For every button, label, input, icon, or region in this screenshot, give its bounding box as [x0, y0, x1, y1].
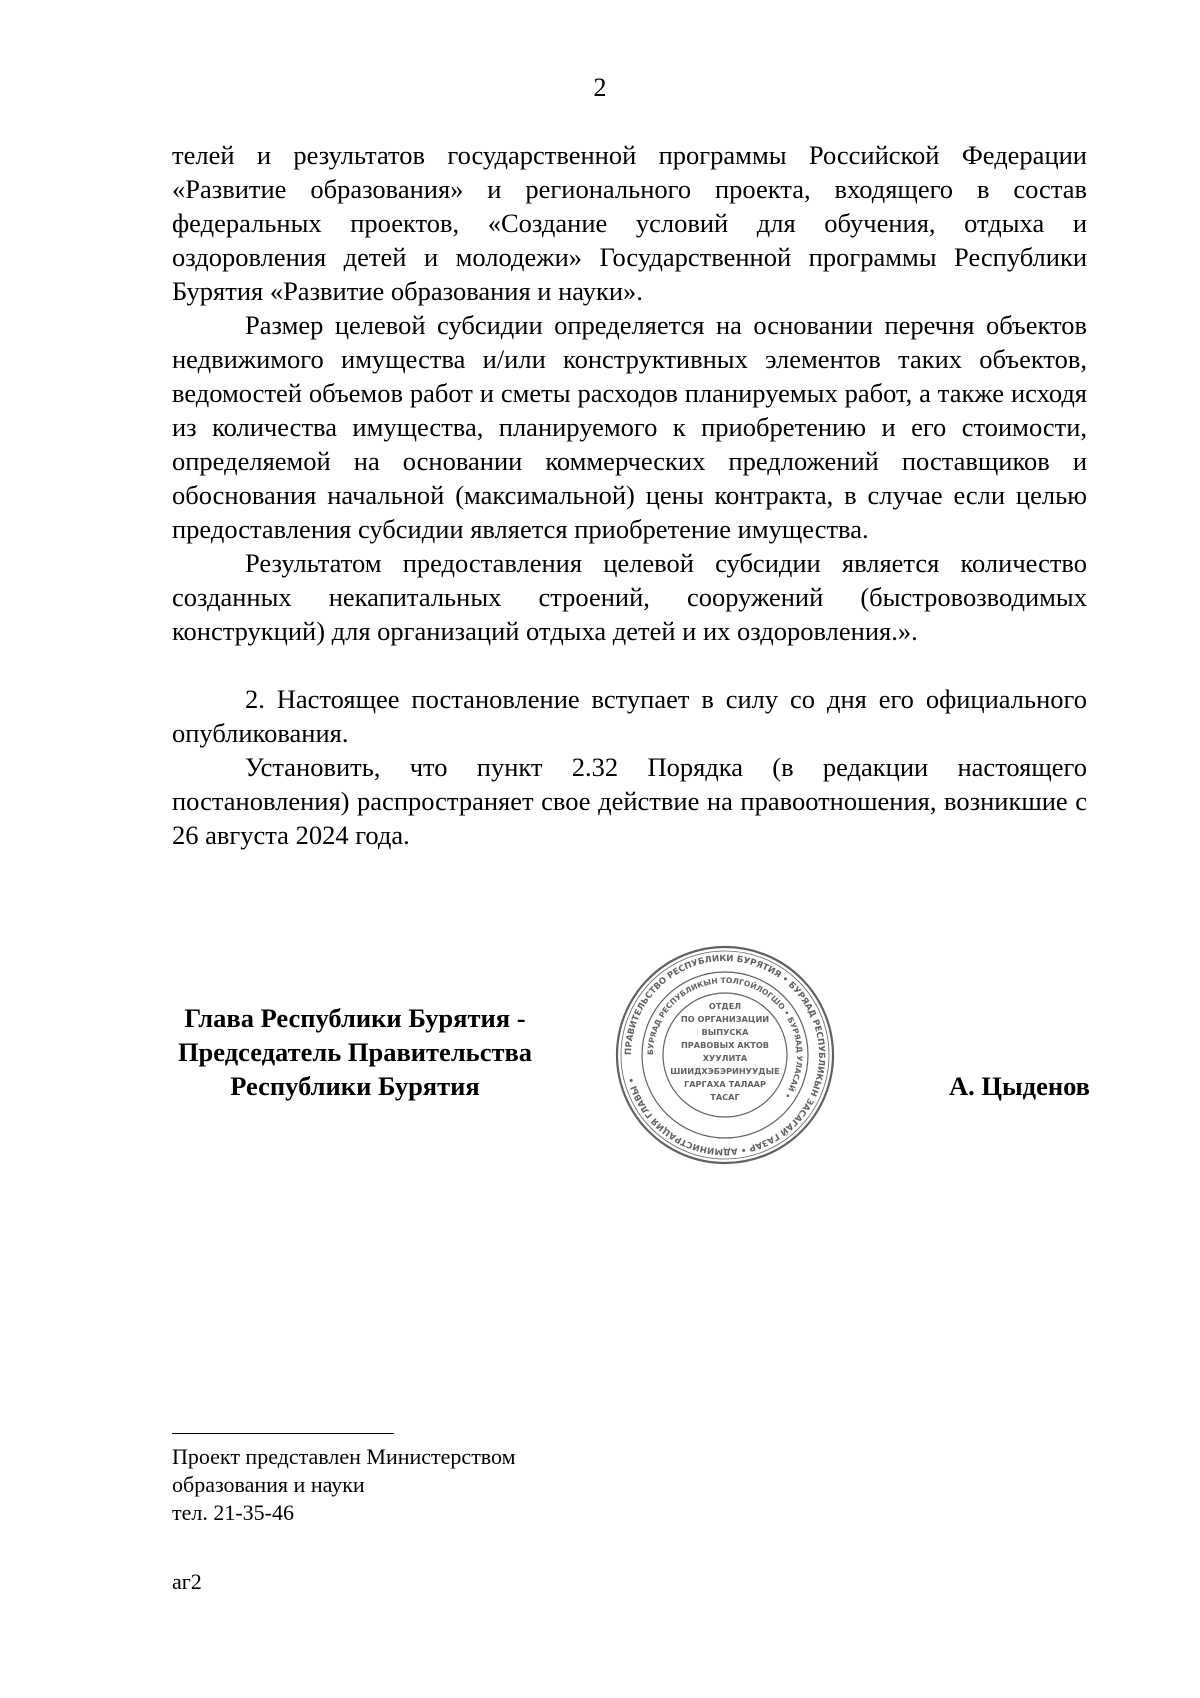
seal-center-line: ВЫПУСКА [701, 1027, 749, 1037]
seal-center-line: ГАРГАХА ТАЛААР [683, 1079, 767, 1089]
signatory-name: А. Цыденов [948, 1071, 1090, 1101]
seal-center-text [670, 1001, 779, 1102]
seal-inner-text: БУРЯАД РЕСПУБЛИКЫН ТОЛГОЙЛОГШО • БУРЯАД УЛАСАЙ • [645, 975, 805, 1101]
paragraph-subsidy-size: Размер целевой субсидии определяется на основании перечня объектов недвижимого имущества и/или конструктивных элементов таких объектов, ведомостей объемов работ и сметы расходов планируемых работ, а также исходя из количества имущества, планируемого к приобретению и его стоимости, определяемой на основании коммерческих предложений поставщиков и обоснования начальной (максимальной) цены контракта, в случае если целью предоставления субсидии является приобретение имущества. [172, 310, 1087, 544]
footnote-divider [172, 1433, 394, 1434]
footnote-line: образования и науки [172, 1472, 365, 1497]
footnote-line: тел. 21-35-46 [172, 1500, 295, 1525]
seal-center-line: ПРАВОВЫХ АКТОВ [680, 1040, 770, 1050]
document-code: аг2 [172, 1569, 202, 1594]
paragraph-continuation: телей и результатов государственной программы Российской Федерации «Развитие образования» и регионального проекта, входящего в состав федеральных проектов, «Создание условий для обучения, отдыха и оздоровления детей и молодежи» Государственной программы Республики Бурятия «Развитие образования и науки». [172, 140, 1087, 306]
paragraph-subsidy-result: Результатом предоставления целевой субсидии является количество созданных некапитальных строений, сооружений (быстровозводимых конструкций) для организаций отдыха детей и их оздоровления.». [172, 548, 1087, 646]
seal-center-line: ХУУЛИТА [702, 1053, 748, 1063]
signatory-title-line: Республики Бурятия [230, 1071, 480, 1101]
page-number: 2 [593, 73, 607, 102]
signatory-title-line: Председатель Правительства [177, 1037, 533, 1067]
footnote-line: Проект представлен Министерством [172, 1444, 516, 1469]
footnote [172, 1443, 632, 1527]
seal-center-line: ОТДЕЛ [708, 1001, 742, 1011]
body-text [172, 138, 1087, 852]
paragraph-effective-date: 2. Настоящее постановление вступает в силу со дня его официального опубликования. [172, 684, 1087, 748]
seal-outer-text: ПРАВИТЕЛЬСТВО РЕСПУБЛИКИ БУРЯТИЯ • БУРЯАД РЕСПУБЛИКЫН ЗАСАГАЙ ГАЗАР • АДМИНИСТРАЦИЯ ГЛАВЫ • [623, 953, 827, 1157]
paragraph-retroactive: Установить, что пункт 2.32 Порядка (в редакции настоящего постановления) распространяет свое действие на правоотношения, возникшие с 26 августа 2024 года. [172, 752, 1087, 850]
signatory-title-line: Глава Республики Бурятия - [184, 1003, 526, 1033]
seal-center-line: ТАСАГ [710, 1092, 740, 1102]
official-seal [613, 943, 837, 1167]
signatory-title [150, 1001, 560, 1103]
seal-center-line: ШИИДХЭБЭРИНУУДЫЕ [670, 1066, 780, 1076]
seal-center-line: ПО ОРГАНИЗАЦИИ [680, 1014, 770, 1024]
